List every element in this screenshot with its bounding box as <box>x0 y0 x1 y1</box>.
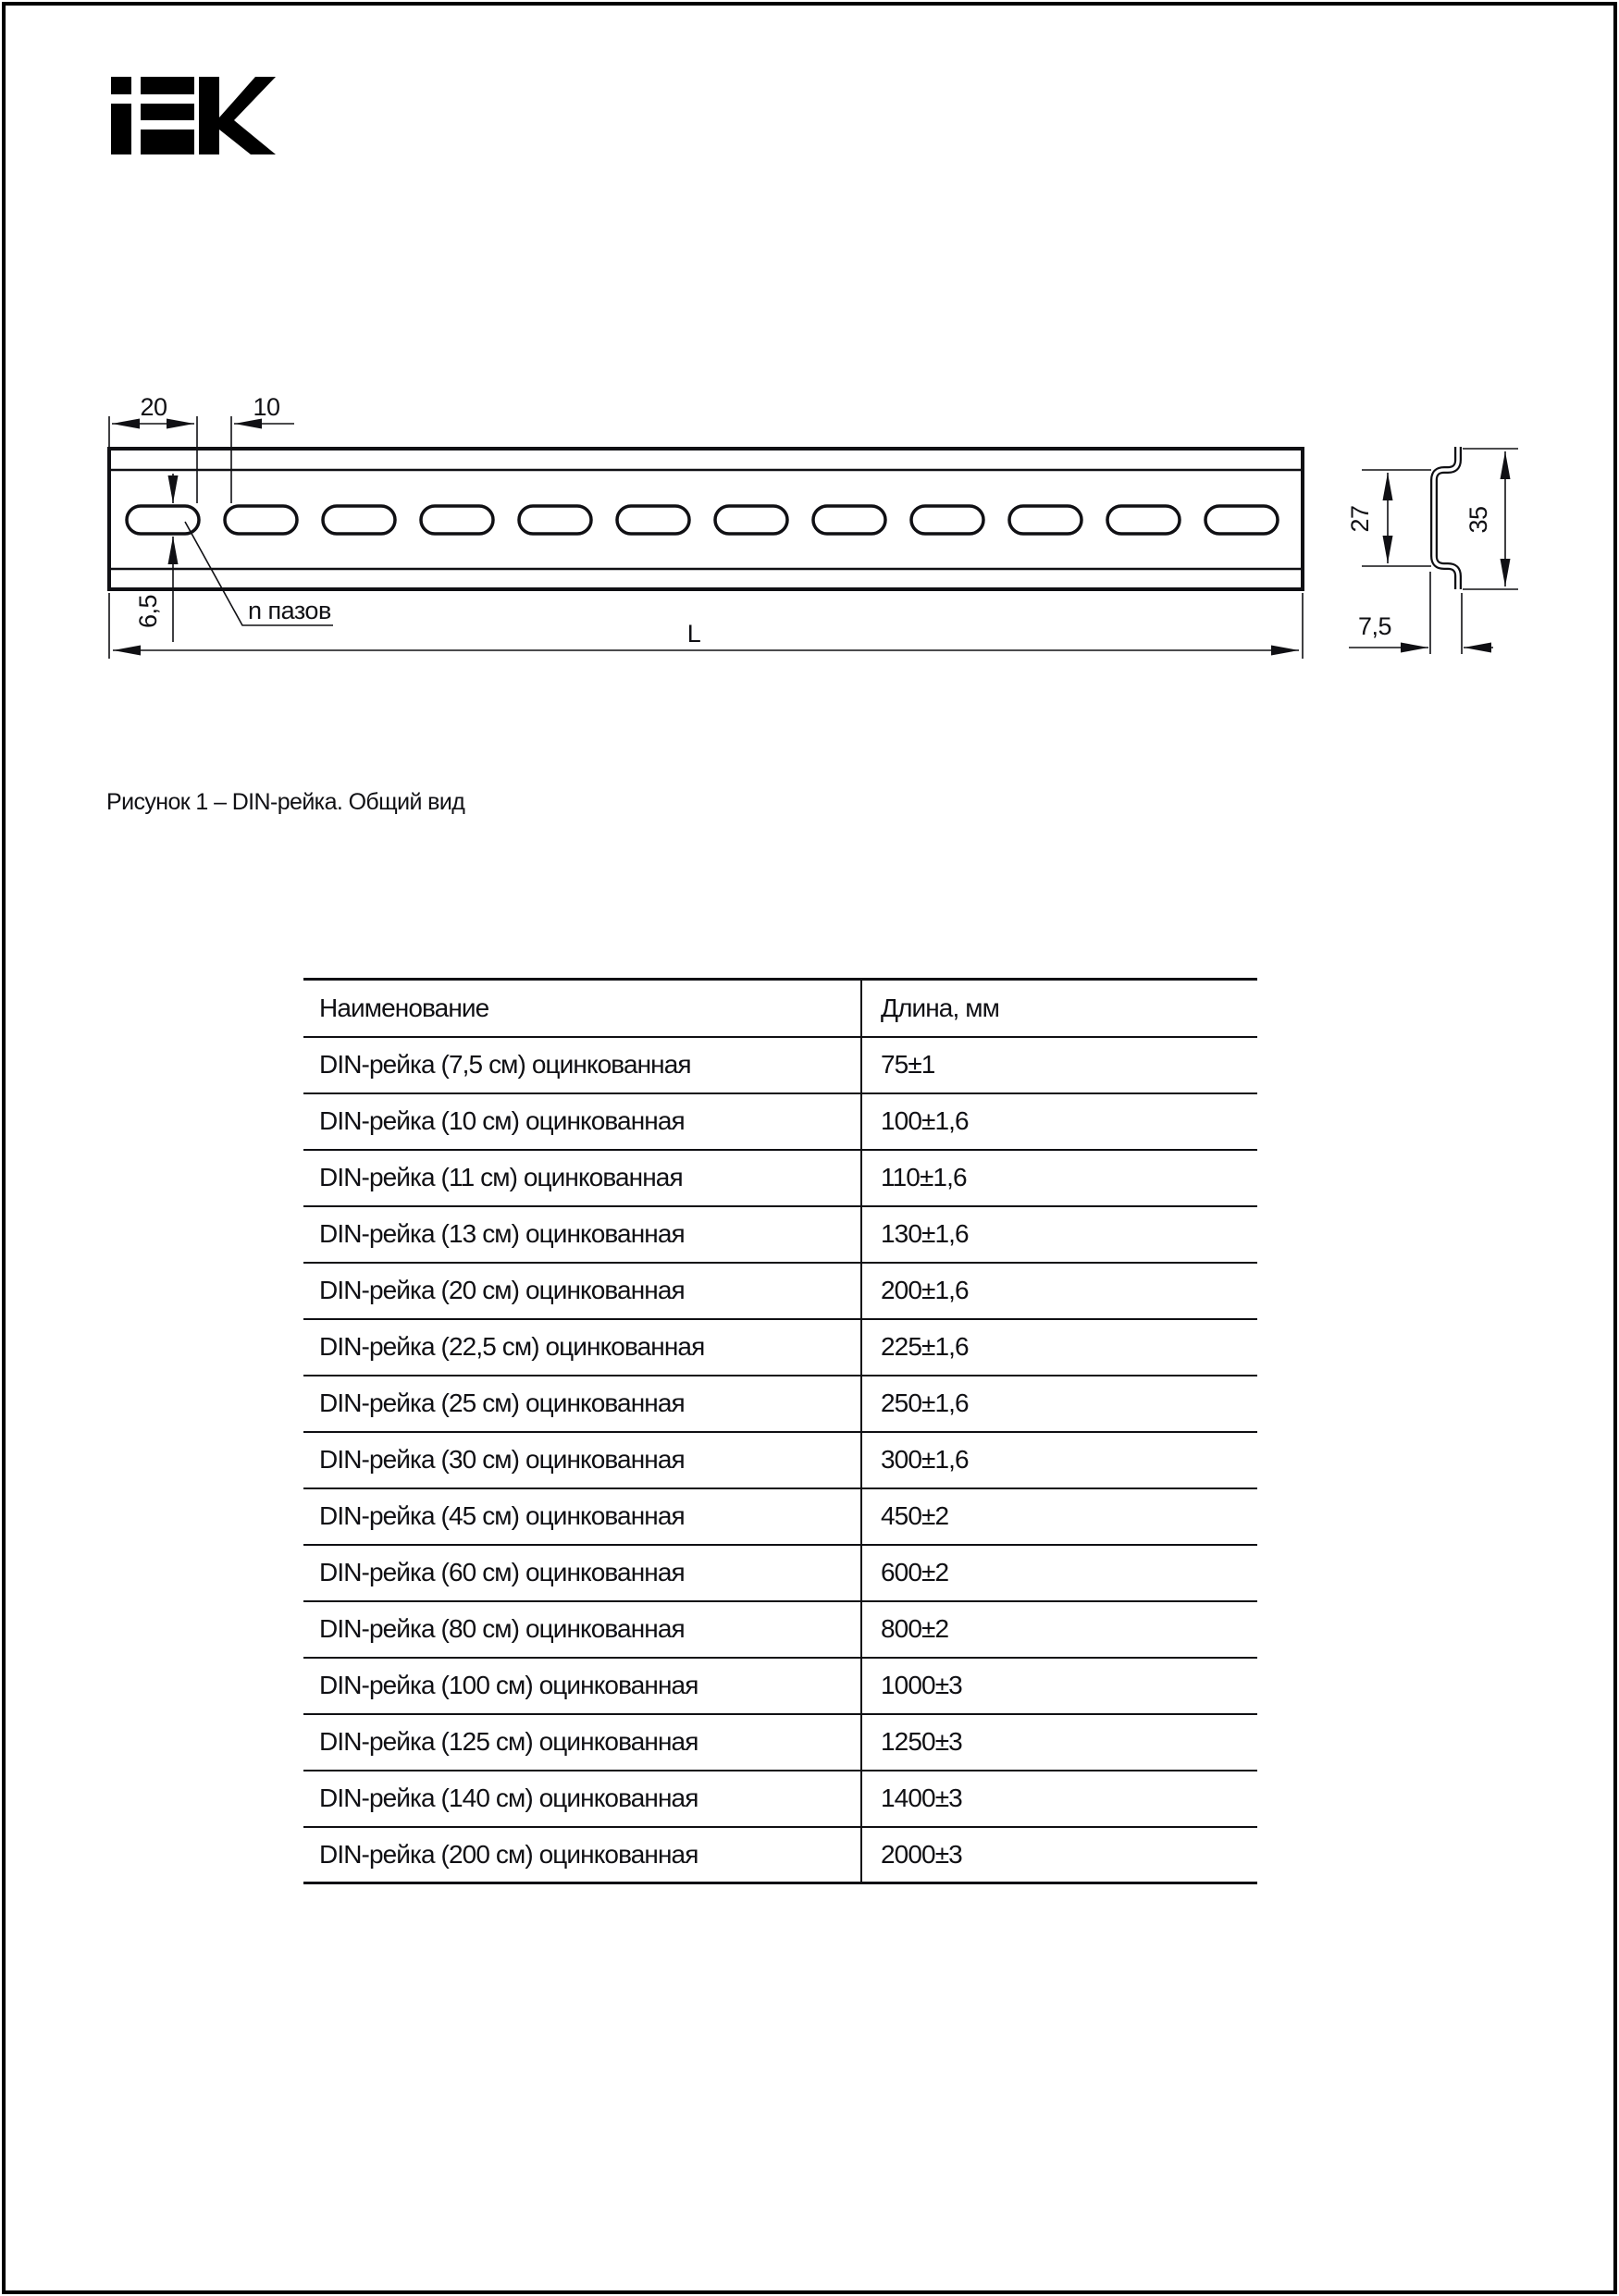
dim-slot-pitch: 20 <box>140 393 167 421</box>
cell-length: 1400±3 <box>861 1771 1257 1827</box>
cell-length: 130±1,6 <box>861 1206 1257 1263</box>
rail-front-view <box>109 449 1303 589</box>
cell-length: 1250±3 <box>861 1714 1257 1771</box>
cell-length: 225±1,6 <box>861 1319 1257 1376</box>
cell-name: DIN-рейка (25 см) оцинкованная <box>303 1376 861 1432</box>
table-row <box>303 1658 1257 1714</box>
dim-depth: 7,5 <box>1357 612 1392 640</box>
table-row <box>303 1037 1257 1093</box>
table-row <box>303 1827 1257 1883</box>
cell-name: DIN-рейка (45 см) оцинкованная <box>303 1488 861 1545</box>
cell-length: 2000±3 <box>861 1827 1257 1883</box>
dim-overall-height: 35 <box>1465 506 1492 534</box>
cell-name: DIN-рейка (11 см) оцинкованная <box>303 1150 861 1206</box>
cell-name: DIN-рейка (80 см) оцинкованная <box>303 1601 861 1658</box>
dim-slot-width: 6,5 <box>134 594 162 629</box>
table-row <box>303 1545 1257 1601</box>
header-length: Длина, мм <box>861 980 1257 1037</box>
cell-name: DIN-рейка (13 см) оцинкованная <box>303 1206 861 1263</box>
iek-logo <box>111 77 276 154</box>
cell-name: DIN-рейка (60 см) оцинкованная <box>303 1545 861 1601</box>
cell-name: DIN-рейка (22,5 см) оцинкованная <box>303 1319 861 1376</box>
table-row <box>303 1319 1257 1376</box>
cross-section-dimension-labels <box>1346 505 1492 640</box>
table-row <box>303 1376 1257 1432</box>
cell-name: DIN-рейка (7,5 см) оцинкованная <box>303 1037 861 1093</box>
table-row <box>303 1488 1257 1545</box>
dim-web-height: 27 <box>1346 505 1374 533</box>
cell-length: 600±2 <box>861 1545 1257 1601</box>
cell-length: 250±1,6 <box>861 1376 1257 1432</box>
cell-name: DIN-рейка (30 см) оцинкованная <box>303 1432 861 1488</box>
cell-name: DIN-рейка (125 см) оцинкованная <box>303 1714 861 1771</box>
table-row <box>303 1263 1257 1319</box>
cell-length: 800±2 <box>861 1601 1257 1658</box>
rail-cross-section <box>1434 447 1458 589</box>
cell-name: DIN-рейка (20 см) оцинкованная <box>303 1263 861 1319</box>
table-row <box>303 1432 1257 1488</box>
cell-name: DIN-рейка (140 см) оцинкованная <box>303 1771 861 1827</box>
table-header-row <box>303 980 1257 1037</box>
table-row <box>303 1093 1257 1150</box>
cell-name: DIN-рейка (100 см) оцинкованная <box>303 1658 861 1714</box>
din-rail-spec-table <box>303 978 1257 1884</box>
cell-length: 75±1 <box>861 1037 1257 1093</box>
table-row <box>303 1601 1257 1658</box>
cell-length: 300±1,6 <box>861 1432 1257 1488</box>
cell-length: 100±1,6 <box>861 1093 1257 1150</box>
dim-length: L <box>686 620 701 648</box>
cell-length: 110±1,6 <box>861 1150 1257 1206</box>
header-name: Наименование <box>303 980 861 1037</box>
din-rail-figure <box>0 0 1619 722</box>
cell-name: DIN-рейка (10 см) оцинкованная <box>303 1093 861 1150</box>
table-row <box>303 1714 1257 1771</box>
figure-caption: Рисунок 1 – DIN-рейка. Общий вид <box>106 789 465 815</box>
table-row <box>303 1206 1257 1263</box>
dim-slot-gap: 10 <box>253 393 280 421</box>
cell-name: DIN-рейка (200 см) оцинкованная <box>303 1827 861 1883</box>
slots-count-label: n пазов <box>248 597 331 624</box>
cell-length: 200±1,6 <box>861 1263 1257 1319</box>
table-row <box>303 1771 1257 1827</box>
table-row <box>303 1150 1257 1206</box>
cell-length: 1000±3 <box>861 1658 1257 1714</box>
cell-length: 450±2 <box>861 1488 1257 1545</box>
